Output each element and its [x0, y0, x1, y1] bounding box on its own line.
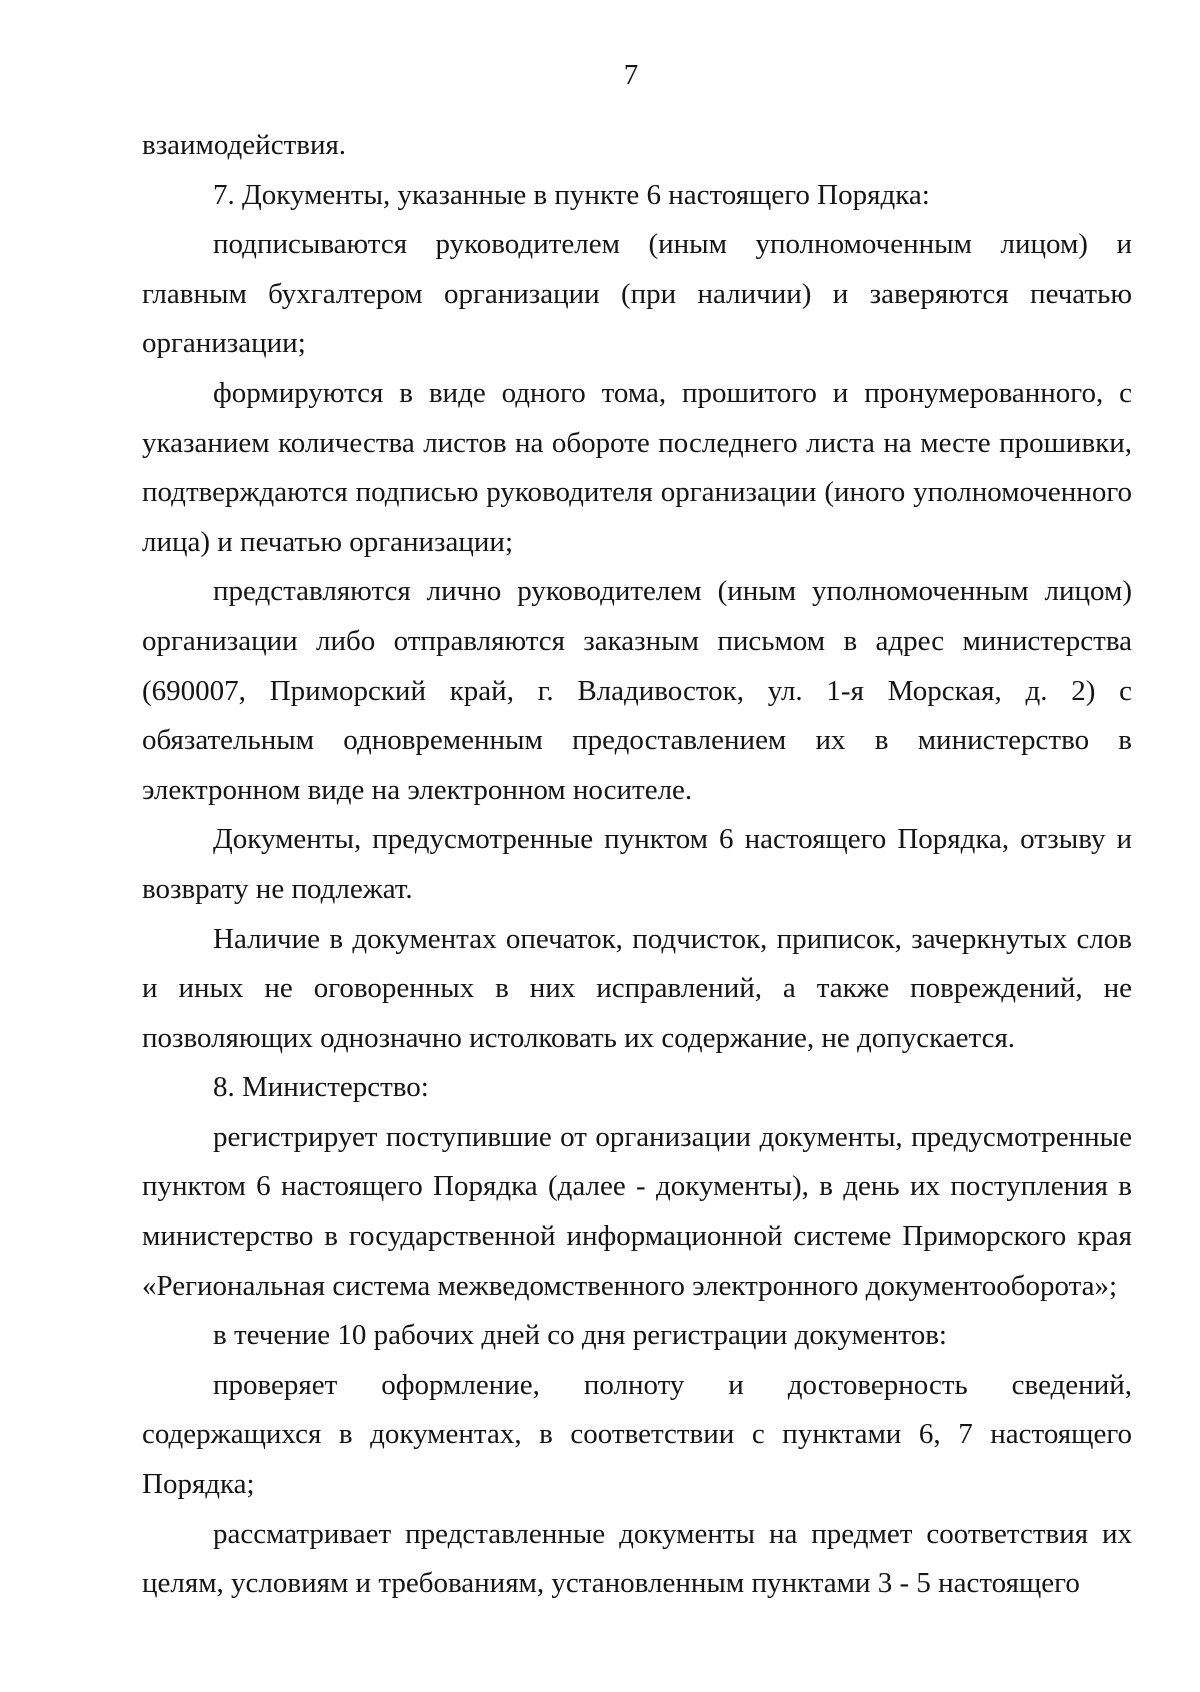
paragraph-signing: подписываются руководителем (иным уполномоченным лицом) и главным бухгалтером организации (при наличии) и заверяются печатью организации;	[142, 228, 1132, 360]
paragraph-consideration: рассматривает представленные документы на предмет соответствия их целям, условиям и требованиям, установленным пунктами 3 - 5 настоящего	[142, 1517, 1132, 1600]
paragraph-submission: представляются лично руководителем (иным уполномоченным лицом) организации либо отправляются заказным письмом в адрес министерства (690007, Приморский край, г. Владивосток, ул. 1-я Морская, д. 2) с обязательным одновременным предоставлением их в министерство в электронном виде на электронном носителе.	[142, 575, 1132, 806]
paragraph-review-period: в течение 10 рабочих дней со дня регистрации документов:	[213, 1319, 947, 1352]
paragraph-verification: проверяет оформление, полноту и достоверность сведений, содержащихся в документах, в соответствии с пунктами 6, 7 настоящего Порядка;	[142, 1368, 1132, 1501]
paragraph-registration: регистрирует поступившие от организации документы, предусмотренные пунктом 6 настоящего Порядка (далее - документы), в день их поступления в министерство в государственной информационной системе Приморского края «Региональная система межведомственного электронного документооборота»;	[142, 1120, 1132, 1302]
document-body	[142, 121, 1132, 1609]
paragraph-item-7: 7. Документы, указанные в пункте 6 настоящего Порядка:	[213, 178, 930, 211]
paragraph-binding: формируются в виде одного тома, прошитого и пронумерованного, с указанием количества листов на обороте последнего листа на месте прошивки, подтверждаются подписью руководителя организации (иного уполномоченного лица) и печатью организации;	[142, 376, 1132, 558]
paragraph-item-8: 8. Министерство:	[213, 1071, 429, 1104]
paragraph-no-return: Документы, предусмотренные пунктом 6 настоящего Порядка, отзыву и возврату не подлежат.	[142, 823, 1132, 905]
paragraph-continuation: взаимодействия.	[142, 129, 347, 161]
paragraph-no-corrections: Наличие в документах опечаток, подчисток, приписок, зачеркнутых слов и иных не оговоренных в них исправлений, а также повреждений, не позволяющих однозначно истолковать их содержание, не допускается.	[142, 922, 1132, 1054]
page-number: 7	[623, 59, 639, 91]
